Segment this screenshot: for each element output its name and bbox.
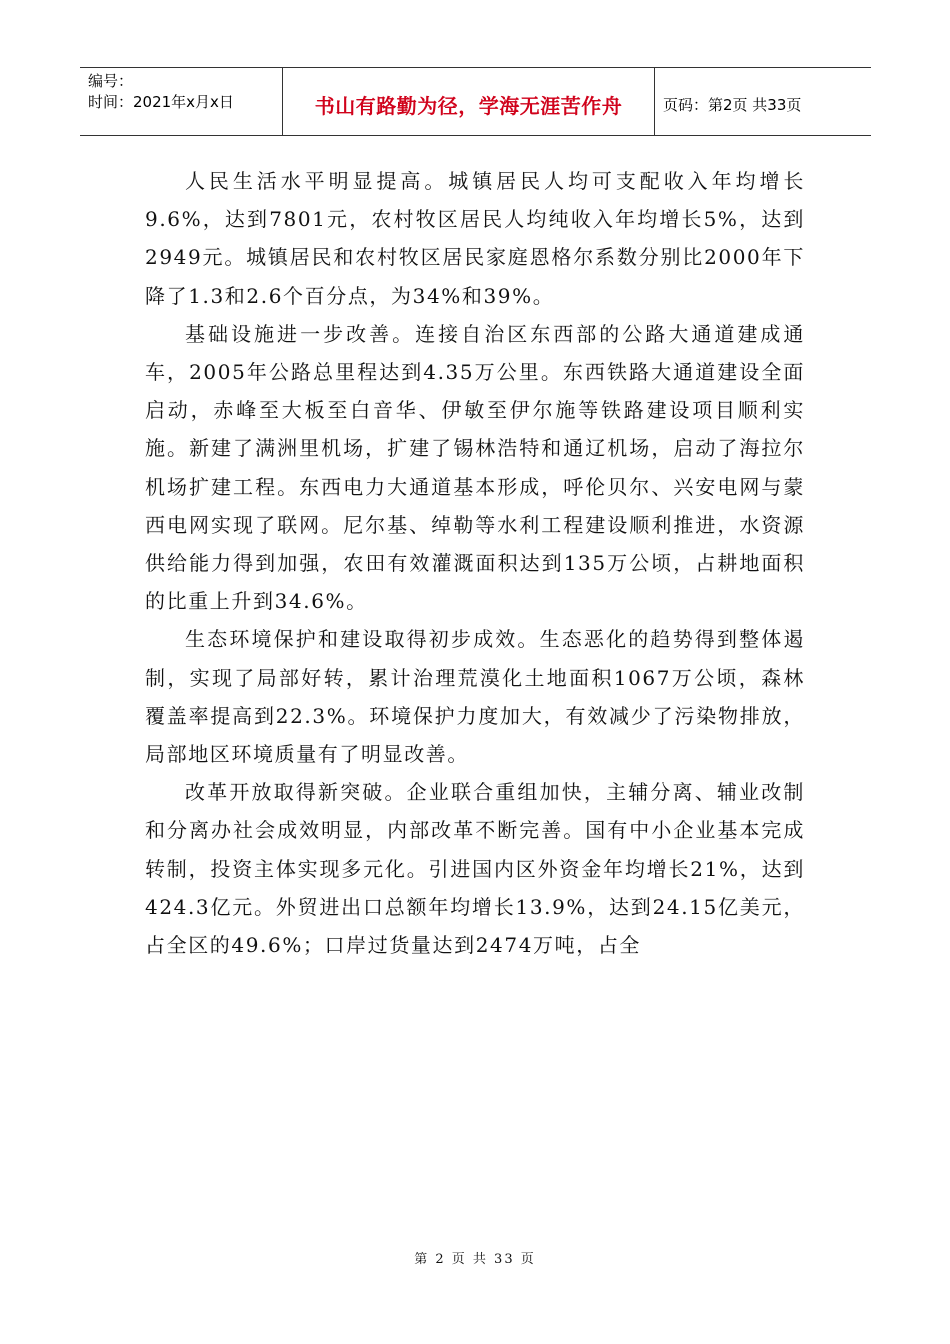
paragraph-reform: 改革开放取得新突破。企业联合重组加快，主辅分离、辅业改制和分离办社会成效明显，内部改革不断完善。国有中小企业基本完成转制，投资主体实现多元化。引进国内区外资金年均增长21%，达到424.3亿元。外贸进出口总额年均增长13.9%，达到24.15亿美元，占全区的49.6%；口岸过货量达到2474万吨，占全 <box>145 780 805 958</box>
document-number-label: 编号： <box>88 72 134 90</box>
document-date-label: 时间：2021年x月x日 <box>88 93 234 111</box>
header-page-number: 页码：第2页 共33页 <box>663 96 802 114</box>
page-footer: 第 2 页 共 33 页 <box>414 1252 536 1267</box>
page-header <box>80 67 871 136</box>
document-body <box>145 162 805 964</box>
paragraph-infrastructure: 基础设施进一步改善。连接自治区东西部的公路大通道建成通车，2005年公路总里程达到4.35万公里。东西铁路大通道建设全面启动，赤峰至大板至白音华、伊敏至伊尔施等铁路建设项目顺利实施。新建了满洲里机场，扩建了锡林浩特和通辽机场，启动了海拉尔机场扩建工程。东西电力大通道基本形成，呼伦贝尔、兴安电网与蒙西电网实现了联网。尼尔基、绰勒等水利工程建设顺利推进，水资源供给能力得到加强，农田有效灌溉面积达到135万公顷，占耕地面积的比重上升到34.6%。 <box>145 321 805 614</box>
header-motto: 书山有路勤为径，学海无涯苦作舟 <box>314 94 623 118</box>
header-meta-cell <box>80 68 283 135</box>
paragraph-ecology: 生态环境保护和建设取得初步成效。生态恶化的趋势得到整体遏制，实现了局部好转，累计治理荒漠化土地面积1067万公顷，森林覆盖率提高到22.3%。环境保护力度加大，有效减少了污染物排放，局部地区环境质量有了明显改善。 <box>145 627 805 767</box>
header-motto-cell <box>283 68 655 135</box>
paragraph-living-standards: 人民生活水平明显提高。城镇居民人均可支配收入年均增长9.6%，达到7801元，农村牧区居民人均纯收入年均增长5%，达到2949元。城镇居民和农村牧区居民家庭恩格尔系数分别比2000年下降了1.3和2.6个百分点，为34%和39%。 <box>145 169 805 308</box>
header-page-cell <box>655 68 871 135</box>
